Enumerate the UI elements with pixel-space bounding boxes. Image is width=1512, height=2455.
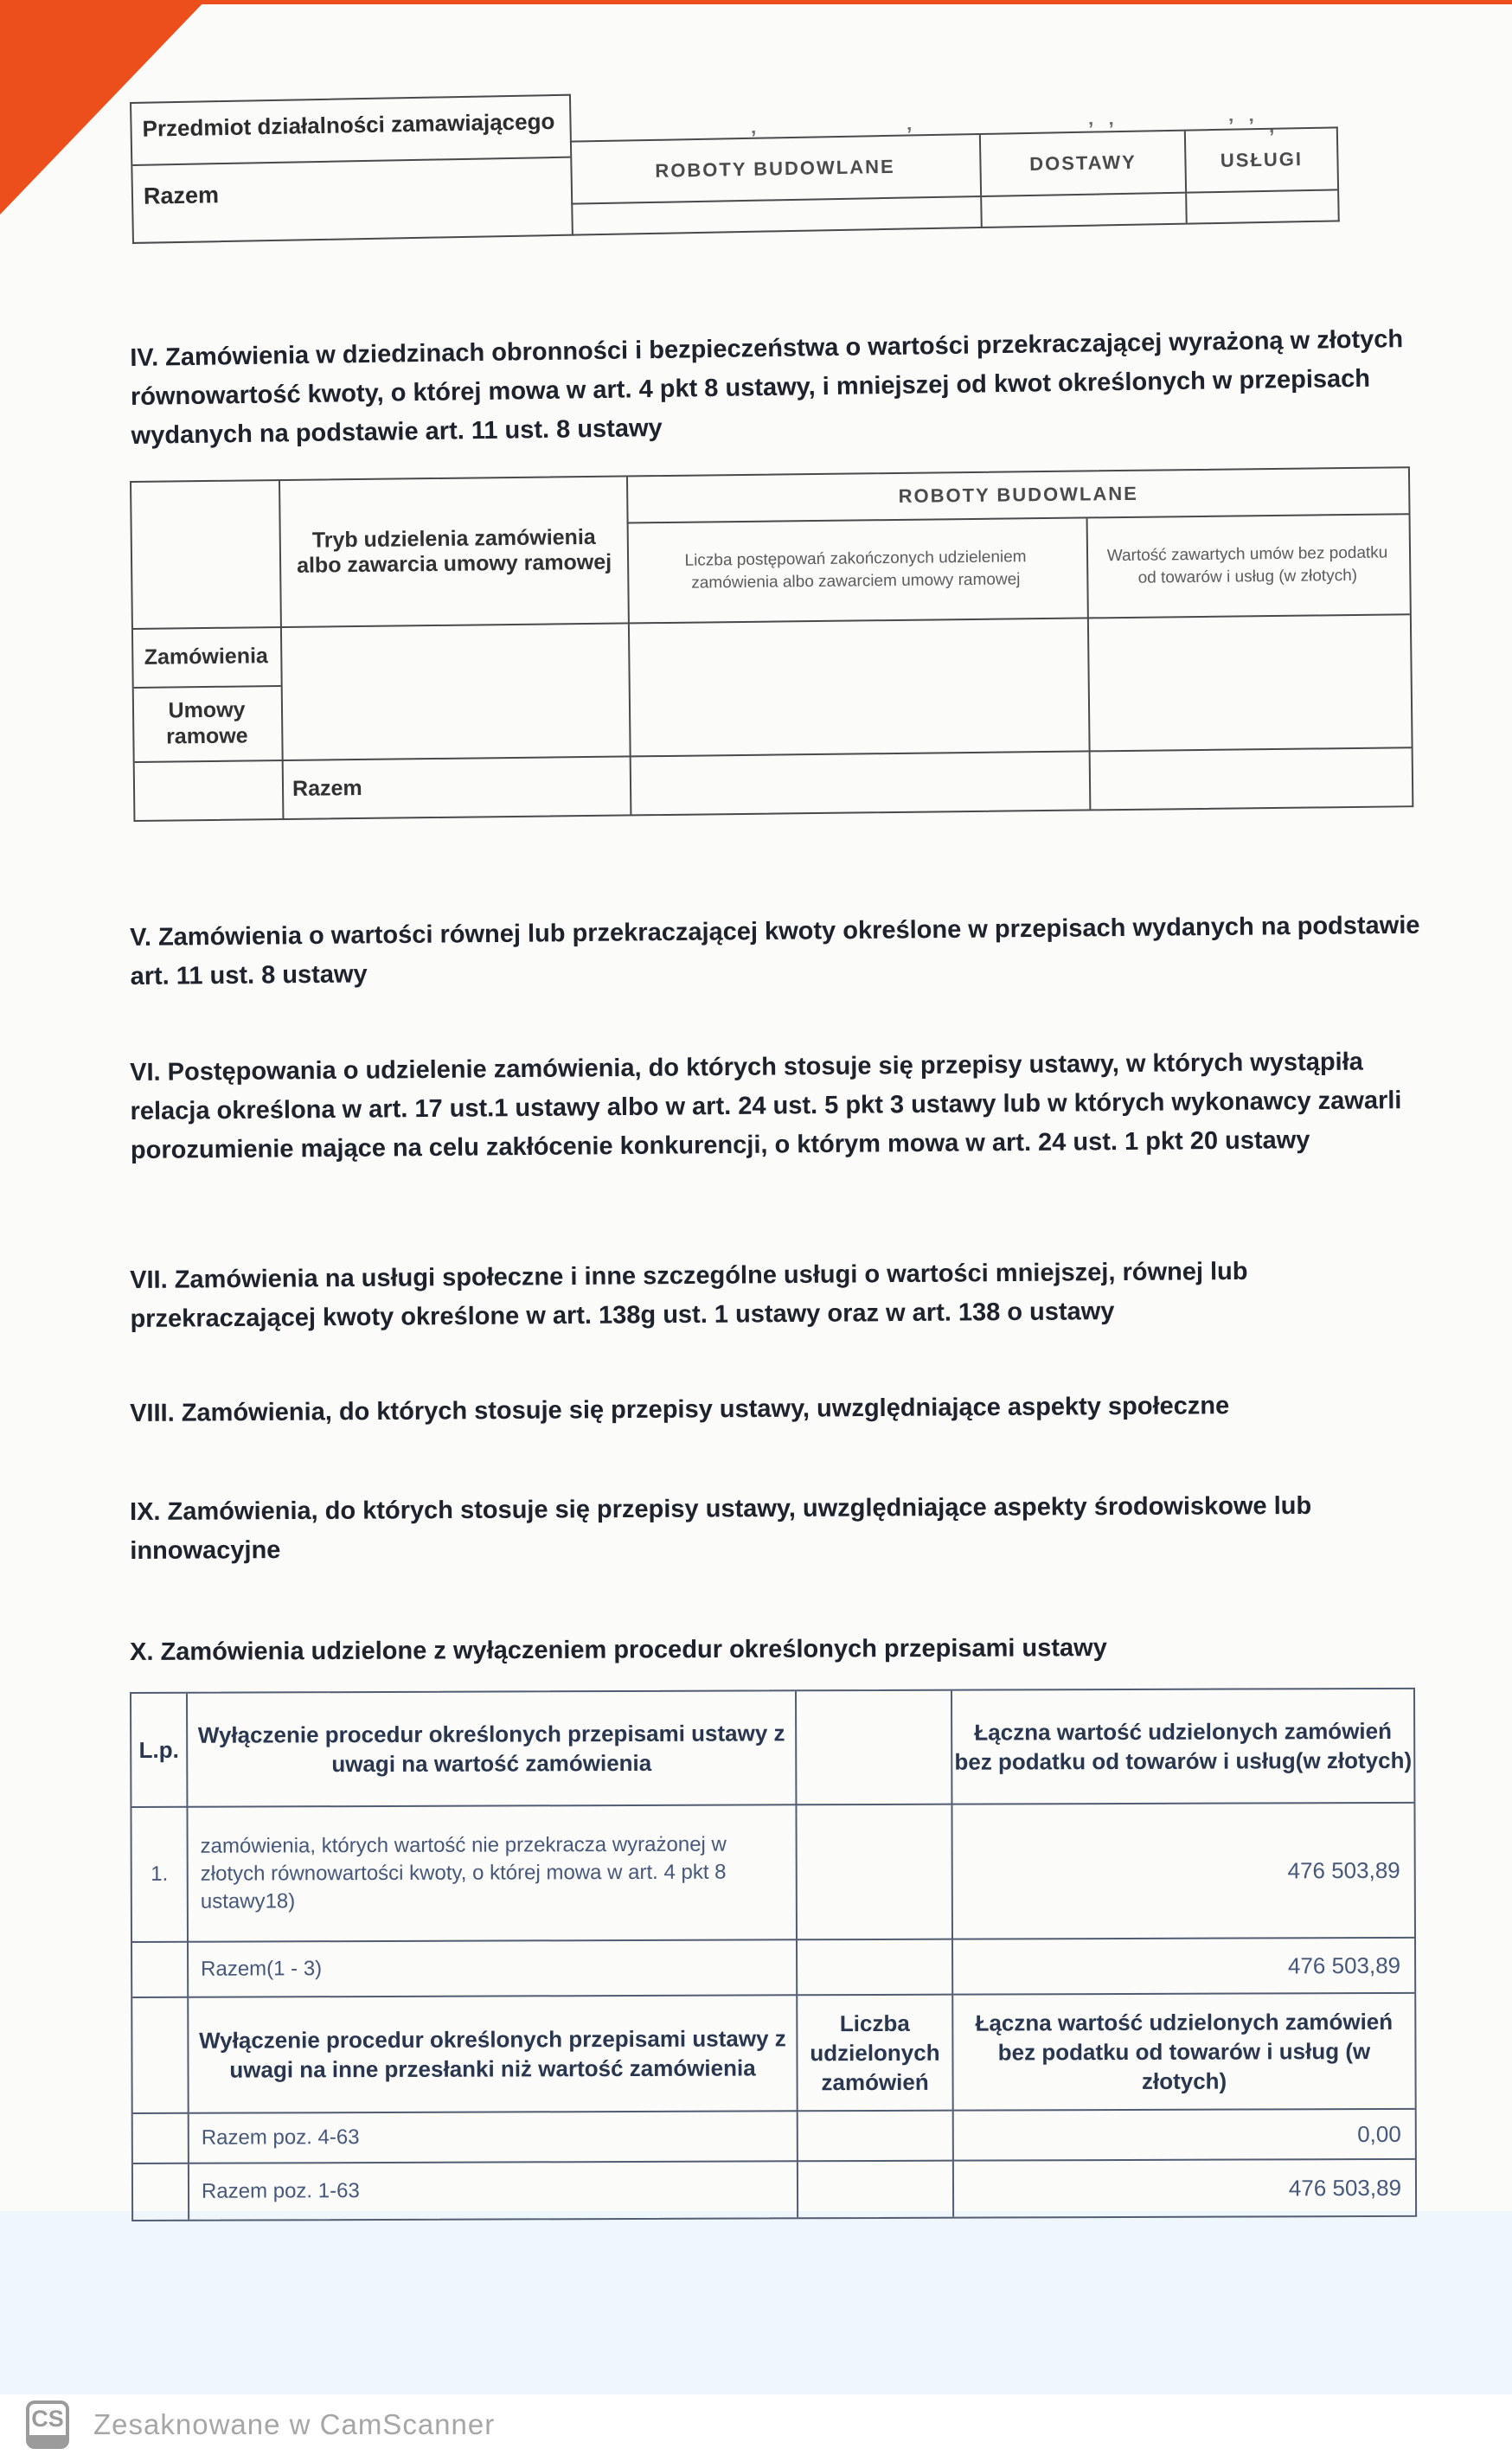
cell-razem-1-3-value: 476 503,89 [953,1939,1414,1996]
row-label-razem: Razem [292,775,362,801]
header-wylaczenie-wartosc: Wyłączenie procedur określonych przepisami ustawy z uwagi na wartość zamówienia [188,1691,797,1807]
cell-razem-4-63: Razem poz. 4-63 [189,2112,798,2163]
header-lp: L.p. [131,1694,188,1808]
camscanner-footer [0,2394,1512,2455]
section-heading-v: V. Zamówienia o wartości równej lub przekraczającej kwoty określone w przepisach wydanych na podstawie art. 11 ust. 8 ustawy [130,911,1420,990]
empty-cell [798,2112,954,2163]
scan-artifact-mark: ’ [751,126,762,149]
header-tryb-udzielenia: Tryb udzielenia zamówienia albo zawarcia umowy ramowej [296,524,612,578]
scan-artifact-mark: ’ [907,123,918,145]
scan-shadow-band [0,2211,1512,2394]
cell-lp-1: 1. [131,1808,189,1943]
row-label-zamowienia: Zamówienia [144,643,269,670]
header-wartosc-umow: Wartość zawartych umów bez podatku od towarów i usług (w złotych) [1106,543,1388,587]
header-roboty-budowlane: ROBOTY BUDOWLANE [898,482,1139,507]
section-heading-ix: IX. Zamówienia, do których stosuje się przepisy ustawy, uwzględniające aspekty środowiskowe lub innowacyjne [130,1491,1312,1565]
cell-desc-1: zamówienia, których wartość nie przekracza wyrażonej w złotych równowartości kwoty, o której mowa w art. 4 pkt 8 ustawy18) [188,1805,798,1942]
empty-cell [133,2164,189,2220]
activity-summary-table [130,80,1340,244]
exclusions-table [130,1688,1417,2221]
activity-summary-columns [570,126,1340,235]
header-liczba-udzielonych: Liczba udzielonych zamówień [798,1996,953,2112]
camscanner-watermark-text: Zesaknowane w CamScanner [93,2408,496,2440]
empty-cell [798,2162,954,2218]
section-heading-viii: VIII. Zamówienia, do których stosuje się przepisy ustawy, uwzględniające aspekty społeczne [130,1392,1230,1427]
defense-orders-table [130,466,1413,822]
scan-artifact-mark: ’ ’ , [1228,114,1280,137]
empty-cell [797,1805,953,1941]
empty-cell [982,194,1188,227]
header-laczna-wartosc-2: Łączna wartość udzielonych zamówień bez podatku od towarów i usług (w złotych) [953,1994,1414,2112]
cell-razem-1-63-value: 476 503,89 [1288,2174,1402,2201]
camscanner-logo-icon [26,2401,69,2449]
scan-artifact-mark: ’ ’ [1088,118,1119,140]
cell-razem-1-3: Razem(1 - 3) [189,1940,798,1997]
column-header-uslugi: USŁUGI [1186,128,1337,193]
section-heading-vii: VII. Zamówienia na usługi społeczne i inne szczególne usługi o wartości mniejszej, równej lub przekraczającej kwoty określone w art. 138g ust. 1 ustawy oraz w art. 138 o ustawy [130,1257,1248,1333]
cell-przedmiot-dzialalnosci: Przedmiot działalności zamawiającego [131,96,570,166]
empty-cell [798,1940,953,1997]
header-laczna-wartosc-1: Łączna wartość udzielonych zamówień bez podatku od towarów i usług(w złotych) [952,1689,1413,1805]
cell-razem-4-63-value: 0,00 [954,2110,1415,2162]
empty-cell [133,2114,189,2164]
scan-background-top-strip [0,0,1512,4]
section-heading-x: X. Zamówienia udzielone z wyłączeniem procedur określonych przepisami ustawy [130,1634,1107,1666]
empty-cell [797,1691,952,1806]
column-header-roboty-budowlane: ROBOTY BUDOWLANE [570,135,982,205]
camscanner-logo-text: CS [31,2406,64,2432]
row-label-umowy-ramowe: Umowy ramowe [165,697,248,749]
header-liczba-postepowan: Liczba postępowań zakończonych udzieleniem zamówienia albo zawarciem umowy ramowej [684,548,1027,593]
cell-value-1: 476 503,89 [952,1804,1414,1940]
section-heading-iv: IV. Zamówienia w dziedzinach obronności i bezpieczeństwa o wartości przekraczającej wyrażoną w złotych równowartość kwoty, o której mowa w art. 4 pkt 8 ustawy, i mniejszej od kwot określonych w przepisach wydanych na podstawie art. 11 ust. 8 ustawy [130,325,1404,450]
empty-cell [1187,190,1338,222]
activity-summary-left-column [130,94,573,244]
empty-cell [132,1998,189,2114]
empty-cell [132,1943,189,1998]
cell-razem-1-63: Razem poz. 1-63 [189,2162,798,2219]
cell-razem: Razem [143,182,220,209]
column-header-dostawy: DOSTAWY [981,131,1187,197]
empty-cell [571,197,983,234]
header-wylaczenie-inne: Wyłączenie procedur określonych przepisami ustawy z uwagi na inne przesłanki niż wartość zamówienia [189,1996,798,2113]
section-heading-vi: VI. Postępowania o udzielenie zamówienia, do których stosuje się przepisy ustawy, w których wystąpiła relacja określona w art. 17 ust.1 ustawy albo w art. 24 ust. 5 pkt 3 ustawy lub w których wykonawcy zawarli porozumienie mające na celu zakłócenie konkurencji, o którym mowa w art. 24 ust. 1 pkt 20 ustawy [130,1048,1402,1164]
